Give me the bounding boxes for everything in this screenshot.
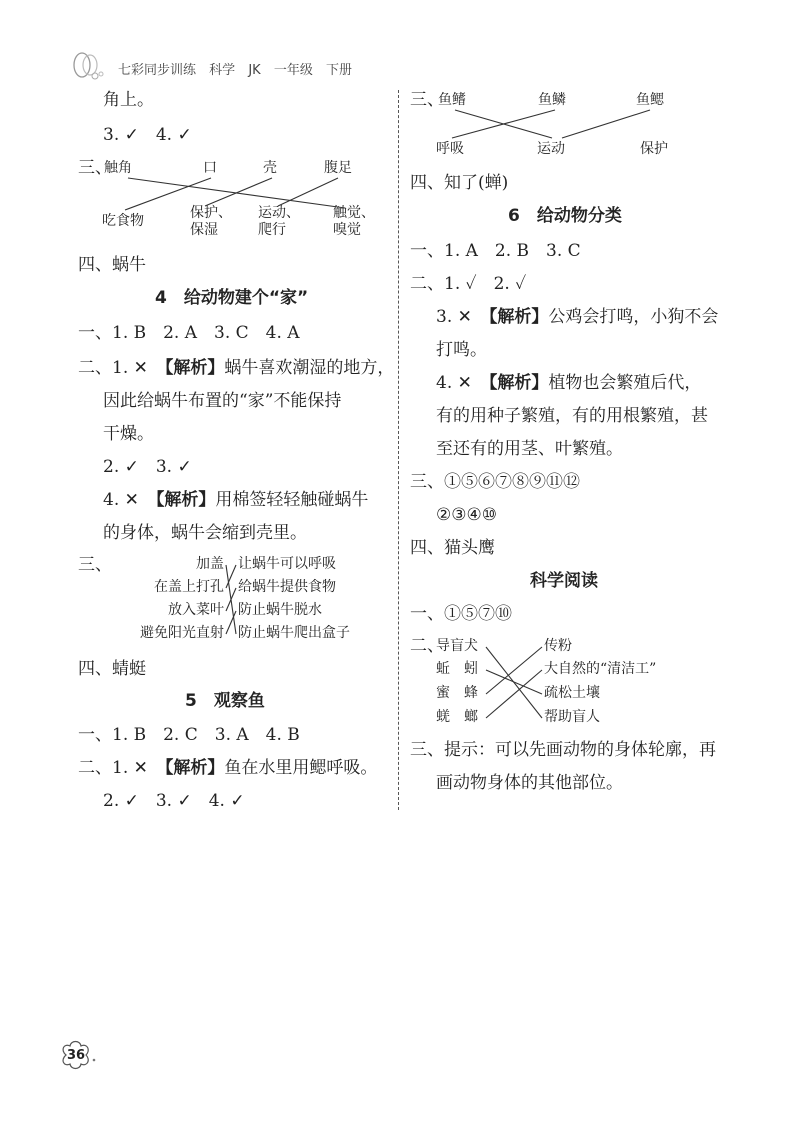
match-top-item: 触角 xyxy=(104,160,132,176)
answer-line: 2. ✓ 3. ✓ xyxy=(103,457,192,477)
match-top-item: 鱼鳍 xyxy=(438,92,466,108)
match-left-item: 避免阳光直射 xyxy=(140,625,224,641)
analysis-tag: 【解析】 xyxy=(488,373,549,393)
match-bottom-item: 运动 xyxy=(537,141,565,157)
match-bottom-item: 吃食物 xyxy=(102,213,144,229)
answer-line: 因此给蜗牛布置的“家”不能保持 xyxy=(103,391,342,411)
answer-line: 角上。 xyxy=(103,90,154,110)
match-right-item: 大自然的“清洁工” xyxy=(544,661,657,677)
answer-line: 一、1. B 2. A 3. C 4. A xyxy=(78,323,300,343)
match-line xyxy=(486,670,542,694)
answer-line: ②③④⑩ xyxy=(436,505,497,525)
match-left-item: 导盲犬 xyxy=(436,638,478,654)
section-title-6: 6 给动物分类 xyxy=(508,206,622,226)
answer-line: 画动物身体的其他部位。 xyxy=(436,773,623,793)
answer-line: 三、提示：可以先画动物的身体轮廓，再 xyxy=(410,740,716,760)
answer-prefix: 4. ✕ xyxy=(436,373,489,393)
answer-line: 二、1. ✓ 2. ✓ xyxy=(410,274,527,294)
answer-line: 四、蜗牛 xyxy=(78,255,146,275)
question-prefix: 三、 xyxy=(78,158,112,178)
answer-prefix: 二、1. ✕ xyxy=(78,758,165,778)
match-top-item: 腹足 xyxy=(324,160,352,176)
match-left-item: 蜜 蜂 xyxy=(436,685,478,701)
answer-line: 2. ✓ 3. ✓ 4. ✓ xyxy=(103,791,245,811)
answer-line: 一、1. B 2. C 3. A 4. B xyxy=(78,725,300,745)
match-bottom-item: 保护、 保湿 xyxy=(190,205,232,238)
match-right-item: 让蜗牛可以呼吸 xyxy=(238,556,336,572)
answer-line: 3. ✓ 4. ✓ xyxy=(103,125,192,145)
match-bottom-item: 触觉、 嗅觉 xyxy=(333,205,375,238)
answer-prefix: 二、1. ✕ xyxy=(78,358,165,378)
question-prefix: 三、 xyxy=(78,555,112,575)
match-bottom-item: 运动、 爬行 xyxy=(258,205,300,238)
question-prefix: 二、 xyxy=(410,636,444,656)
page-number: 36 xyxy=(67,1048,86,1063)
question-prefix: 三、 xyxy=(410,90,444,110)
match-left-item: 在盖上打孔 xyxy=(154,579,224,595)
answer-line: 四、猫头鹰 xyxy=(410,538,495,558)
match-top-item: 口 xyxy=(203,160,217,176)
match-left-item: 放入菜叶 xyxy=(168,602,224,618)
answer-prefix: 4. ✕ xyxy=(103,490,156,510)
header-subject: 科学 xyxy=(209,63,236,78)
answer-line: 一、1. A 2. B 3. C xyxy=(410,241,581,261)
analysis-text: 公鸡会打鸣，小狗不会 xyxy=(548,307,719,327)
analysis-text: 蜗牛喜欢潮湿的地方， xyxy=(224,358,395,378)
answer-line: 干燥。 xyxy=(103,424,154,444)
analysis-tag: 【解析】 xyxy=(164,758,225,778)
match-top-item: 鱼鳞 xyxy=(538,92,566,108)
match-top-item: 壳 xyxy=(263,160,277,176)
answer-line: 三、①⑤⑥⑦⑧⑨⑪⑫ xyxy=(410,472,580,492)
answer-line: 四、蜻蜓 xyxy=(78,659,146,679)
answer-prefix: 3. ✕ xyxy=(436,307,489,327)
analysis-tag: 【解析】 xyxy=(164,358,225,378)
section-title-4: 4 给动物建个“家” xyxy=(155,288,309,308)
header-edition: JK xyxy=(248,63,261,78)
analysis-text: 鱼在水里用鳃呼吸。 xyxy=(224,758,378,778)
section-title-5: 5 观察鱼 xyxy=(185,691,265,711)
answer-line: 四、知了(蝉) xyxy=(410,173,509,193)
match-right-item: 防止蜗牛脱水 xyxy=(238,602,322,618)
match-left-item: 蚯 蚓 xyxy=(436,661,478,677)
match-right-item: 疏松土壤 xyxy=(544,685,600,701)
match-right-item: 防止蜗牛爬出盒子 xyxy=(238,625,350,641)
match-line xyxy=(486,647,542,694)
header-series: 七彩同步训练 xyxy=(118,63,197,78)
analysis-tag: 【解析】 xyxy=(488,307,549,327)
match-bottom-item: 呼吸 xyxy=(436,141,464,157)
answer-line: 有的用种子繁殖，有的用根繁殖，甚 xyxy=(436,406,708,426)
analysis-text: 用棉签轻轻触碰蜗牛 xyxy=(215,490,369,510)
match-right-item: 给蜗牛提供食物 xyxy=(238,579,336,595)
analysis-tag: 【解析】 xyxy=(155,490,216,510)
analysis-text: 植物也会繁殖后代， xyxy=(548,373,702,393)
answer-line: 的身体，蜗牛会缩到壳里。 xyxy=(103,523,307,543)
header-grade: 一年级 xyxy=(273,63,313,78)
match-line xyxy=(486,670,542,718)
answer-line: 一、①⑤⑦⑩ xyxy=(410,604,512,624)
match-right-item: 传粉 xyxy=(544,638,572,654)
answer-line: 至还有的用茎、叶繁殖。 xyxy=(436,439,623,459)
match-left-item: 蜣 螂 xyxy=(436,709,478,725)
section-title-reading: 科学阅读 xyxy=(530,571,598,591)
match-right-item: 帮助盲人 xyxy=(544,709,600,725)
page-number-badge xyxy=(58,1040,98,1070)
answer-line: 打鸣。 xyxy=(436,340,487,360)
match-top-item: 鱼鳃 xyxy=(636,92,664,108)
header-volume: 下册 xyxy=(325,63,352,78)
match-left-item: 加盖 xyxy=(196,556,224,572)
match-bottom-item: 保护 xyxy=(640,141,668,157)
